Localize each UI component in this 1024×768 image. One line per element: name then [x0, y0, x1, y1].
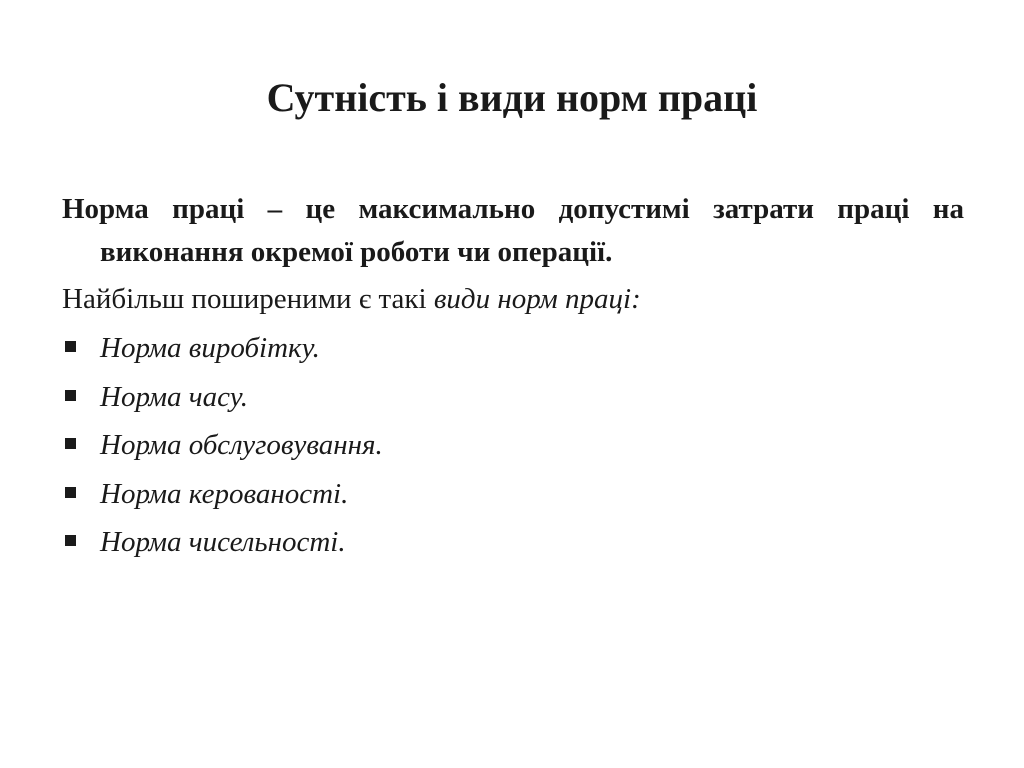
list-item-text: Норма часу.: [100, 380, 249, 413]
list-item-text: Норма чисельності.: [100, 526, 346, 558]
intro-text: Найбільш поширеними є такі: [62, 283, 434, 315]
list-item: [62, 326, 383, 375]
list-item-text: Норма виробітку.: [100, 332, 320, 364]
intro-emphasis: види норм праці:: [433, 283, 641, 315]
list-item: [62, 423, 383, 472]
square-bullet-icon: [65, 390, 76, 401]
definition-paragraph: Норма праці – це максимально допустимі затрати праці на виконання окремої роботи чи операції.: [62, 193, 964, 268]
list-item: [62, 520, 383, 569]
intro-paragraph: [62, 278, 641, 320]
square-bullet-icon: [65, 438, 76, 449]
slide-title: Сутність і види норм праці: [266, 75, 758, 120]
list-item: [62, 472, 383, 521]
list-item-text: Норма керованості.: [100, 477, 349, 510]
square-bullet-icon: [65, 487, 76, 498]
norm-types-list: [62, 326, 383, 569]
list-item: [62, 375, 383, 424]
list-item-text: Норма обслуговування.: [100, 429, 383, 461]
square-bullet-icon: [65, 535, 76, 546]
square-bullet-icon: [65, 341, 76, 352]
